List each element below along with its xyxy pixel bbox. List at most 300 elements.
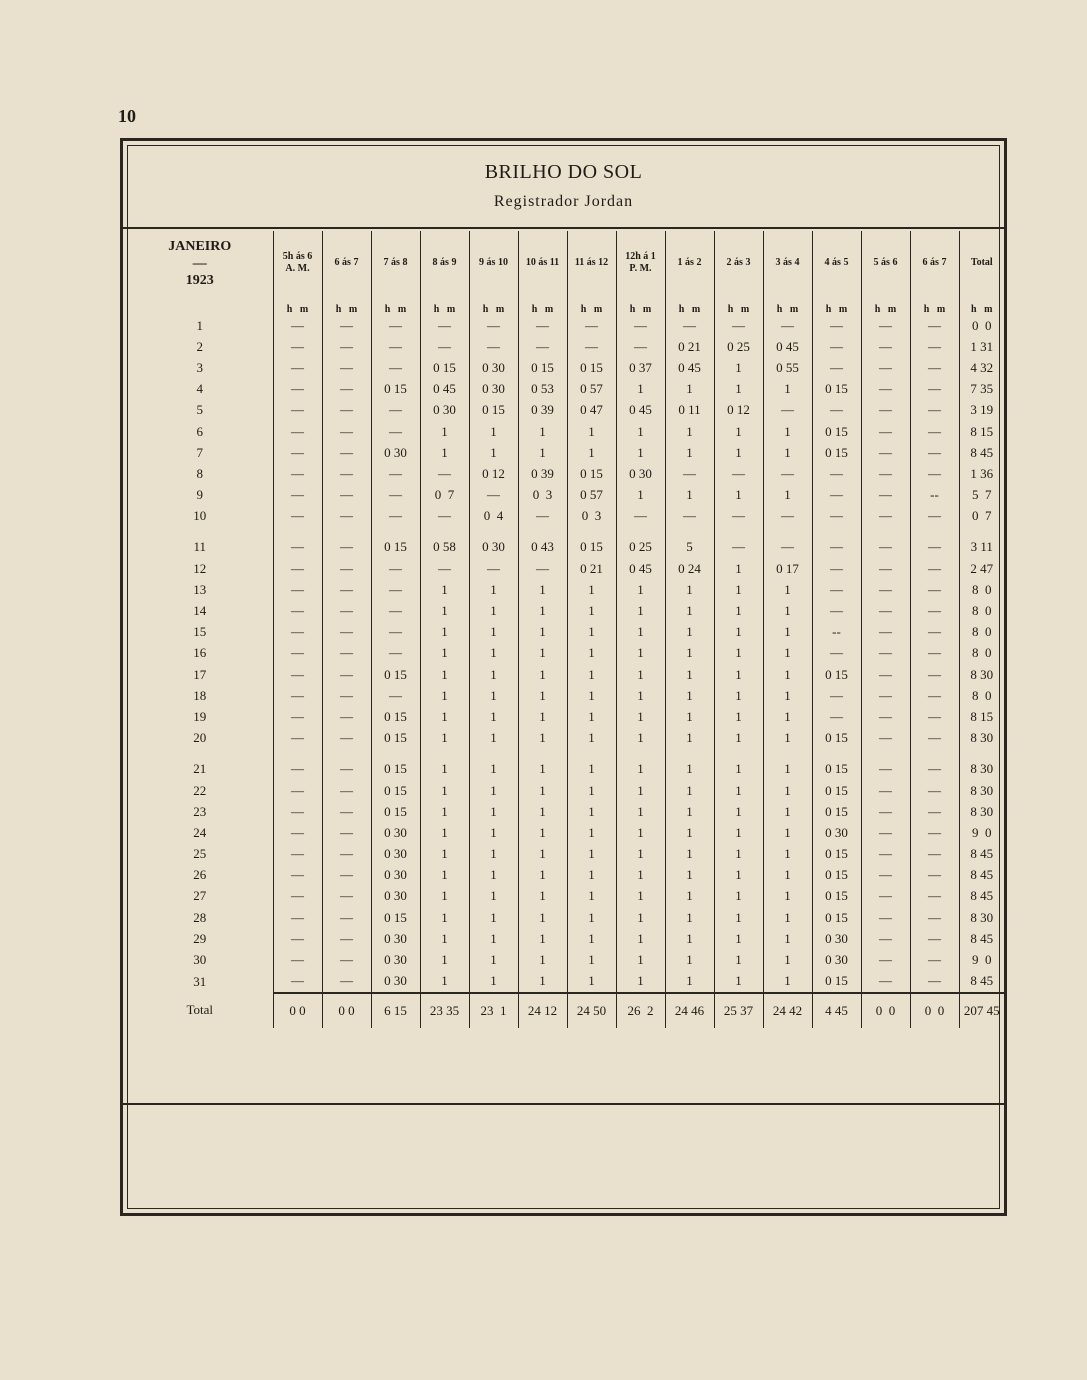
unit-label: h m xyxy=(273,295,322,315)
table-cell: 1 xyxy=(714,643,763,664)
column-header-label: Total xyxy=(970,257,993,268)
total-cell: 24 12 xyxy=(518,993,567,1028)
table-cell: 0 30 xyxy=(371,442,420,463)
table-cell: 1 xyxy=(469,622,518,643)
table-cell: — xyxy=(812,579,861,600)
table-row xyxy=(127,379,1004,400)
table-cell: — xyxy=(910,706,959,727)
row-gap xyxy=(273,527,322,537)
table-cell: 0 15 xyxy=(812,728,861,749)
day-number: 16 xyxy=(193,645,207,661)
table-cell: — xyxy=(322,780,371,801)
unit-label: h m xyxy=(763,295,812,315)
table-cell: 1 xyxy=(714,442,763,463)
table-cell: 0 30 xyxy=(812,949,861,970)
table-cell: — xyxy=(420,463,469,484)
table-cell: 1 xyxy=(420,622,469,643)
table-row xyxy=(127,971,1004,993)
table-cell: 1 xyxy=(518,579,567,600)
unit-label: h m xyxy=(910,295,959,315)
table-cell: — xyxy=(861,685,910,706)
table-cell: 1 xyxy=(469,664,518,685)
table-row xyxy=(127,949,1004,970)
table-cell: 1 xyxy=(763,643,812,664)
table-cell: — xyxy=(322,600,371,621)
table-cell: — xyxy=(273,558,322,579)
table-cell: — xyxy=(910,400,959,421)
table-cell: 1 xyxy=(665,622,714,643)
table-cell: — xyxy=(861,622,910,643)
table-cell: 1 xyxy=(567,706,616,727)
table-cell: -- xyxy=(812,622,861,643)
table-cell: 0 57 xyxy=(567,379,616,400)
row-gap xyxy=(910,527,959,537)
table-cell: 1 xyxy=(763,706,812,727)
table-cell: — xyxy=(273,379,322,400)
table-cell: 1 xyxy=(469,442,518,463)
table-cell: 1 xyxy=(714,485,763,506)
table-cell: 0 37 xyxy=(616,357,665,378)
table-row xyxy=(127,886,1004,907)
table-cell: 1 xyxy=(763,844,812,865)
table-cell: — xyxy=(371,600,420,621)
table-cell: — xyxy=(861,844,910,865)
table-cell: 1 xyxy=(420,421,469,442)
table-cell: 1 xyxy=(616,685,665,706)
table-cell: — xyxy=(812,485,861,506)
column-header-label: 10 ás 11 xyxy=(525,257,560,268)
table-cell: 1 xyxy=(518,706,567,727)
table-cell: — xyxy=(322,537,371,558)
table-cell: 1 xyxy=(420,822,469,843)
table-cell: 1 xyxy=(714,357,763,378)
table-cell: — xyxy=(714,315,763,336)
table-cell: — xyxy=(322,506,371,527)
table-cell: 1 xyxy=(616,780,665,801)
table-cell: 1 xyxy=(518,822,567,843)
table-cell: — xyxy=(273,357,322,378)
totals-label: Total xyxy=(186,1002,214,1018)
table-cell: 1 xyxy=(518,865,567,886)
table-cell: 1 xyxy=(665,643,714,664)
table-cell: 1 xyxy=(665,822,714,843)
table-cell: — xyxy=(371,336,420,357)
table-cell: 0 30 xyxy=(469,357,518,378)
table-cell: 1 xyxy=(763,664,812,685)
column-header xyxy=(273,231,322,295)
table-cell: — xyxy=(665,506,714,527)
table-cell: — xyxy=(861,579,910,600)
table-cell: — xyxy=(910,685,959,706)
total-cell: 25 37 xyxy=(714,993,763,1028)
table-cell: — xyxy=(861,643,910,664)
table-cell: — xyxy=(322,558,371,579)
table-cell: — xyxy=(567,336,616,357)
table-cell: 0 30 xyxy=(469,379,518,400)
table-cell: 0 12 xyxy=(714,400,763,421)
table-cell: — xyxy=(910,643,959,664)
table-row xyxy=(127,907,1004,928)
unit-label: h m xyxy=(469,295,518,315)
table-cell: — xyxy=(322,685,371,706)
table-cell: — xyxy=(861,759,910,780)
month-name: JANEIRO xyxy=(168,238,232,254)
day-number: 10 xyxy=(193,508,207,524)
row-gap xyxy=(371,527,420,537)
table-cell: 1 xyxy=(763,685,812,706)
row-total-cell: 8 30 xyxy=(959,780,1004,801)
day-number: 13 xyxy=(193,581,207,597)
row-total-cell: 8 45 xyxy=(959,442,1004,463)
column-header xyxy=(861,231,910,295)
table-cell: 1 xyxy=(616,928,665,949)
table-cell: 1 xyxy=(469,643,518,664)
table-cell: 0 24 xyxy=(665,558,714,579)
table-cell: 0 15 xyxy=(812,865,861,886)
table-cell: 1 xyxy=(469,579,518,600)
table-row xyxy=(127,558,1004,579)
table-cell: — xyxy=(273,886,322,907)
day-number: 30 xyxy=(193,952,207,968)
row-total-cell: 8 0 xyxy=(959,600,1004,621)
table-cell: — xyxy=(273,971,322,993)
row-total-cell: 8 45 xyxy=(959,971,1004,993)
unit-label: h m xyxy=(420,295,469,315)
table-cell: — xyxy=(322,907,371,928)
table-cell: — xyxy=(861,928,910,949)
table-cell: 1 xyxy=(714,801,763,822)
table-cell: 1 xyxy=(665,928,714,949)
table-cell: — xyxy=(273,506,322,527)
page-number: 10 xyxy=(118,106,136,126)
table-cell: — xyxy=(518,506,567,527)
table-cell: 0 11 xyxy=(665,400,714,421)
table-cell: 1 xyxy=(714,558,763,579)
table-cell: 1 xyxy=(763,801,812,822)
row-total-cell: 3 19 xyxy=(959,400,1004,421)
table-cell: — xyxy=(273,400,322,421)
table-cell: 1 xyxy=(616,949,665,970)
table-cell: 1 xyxy=(518,801,567,822)
day-number: 24 xyxy=(193,824,207,840)
table-cell: — xyxy=(812,506,861,527)
table-cell: — xyxy=(469,558,518,579)
table-cell: 1 xyxy=(616,600,665,621)
table-cell: 0 57 xyxy=(567,485,616,506)
total-cell: 24 50 xyxy=(567,993,616,1028)
row-total-cell: 0 7 xyxy=(959,506,1004,527)
table-cell: — xyxy=(665,463,714,484)
table-cell: — xyxy=(322,728,371,749)
table-cell: 1 xyxy=(567,579,616,600)
table-cell: — xyxy=(812,685,861,706)
table-cell: — xyxy=(273,537,322,558)
table-cell: 1 xyxy=(763,928,812,949)
table-cell: — xyxy=(910,315,959,336)
table-cell: — xyxy=(910,664,959,685)
table-cell: 0 30 xyxy=(469,537,518,558)
column-header-label: 8 ás 9 xyxy=(432,257,457,268)
unit-label: h m xyxy=(959,295,1004,315)
table-cell: — xyxy=(910,822,959,843)
table-row xyxy=(127,801,1004,822)
sunshine-table-frame xyxy=(120,138,1007,1216)
table-cell: 1 xyxy=(518,664,567,685)
table-cell: 0 17 xyxy=(763,558,812,579)
table-cell: — xyxy=(322,400,371,421)
table-cell: 0 43 xyxy=(518,537,567,558)
column-header xyxy=(910,231,959,295)
units-spacer xyxy=(127,295,273,315)
table-cell: — xyxy=(322,865,371,886)
table-cell: 1 xyxy=(763,442,812,463)
table-cell: 0 45 xyxy=(616,558,665,579)
table-cell: 1 xyxy=(567,759,616,780)
table-cell: 1 xyxy=(518,928,567,949)
table-row xyxy=(127,865,1004,886)
table-cell: — xyxy=(371,357,420,378)
day-number: 5 xyxy=(196,402,203,418)
table-cell: — xyxy=(567,315,616,336)
day-number: 2 xyxy=(196,338,203,354)
table-cell: 0 3 xyxy=(567,506,616,527)
table-cell: — xyxy=(910,907,959,928)
table-cell: 1 xyxy=(567,949,616,970)
table-cell: 0 15 xyxy=(371,706,420,727)
table-cell: — xyxy=(861,822,910,843)
table-cell: 0 39 xyxy=(518,400,567,421)
table-cell: — xyxy=(273,600,322,621)
unit-label: h m xyxy=(861,295,910,315)
table-cell: — xyxy=(371,685,420,706)
table-cell: 1 xyxy=(616,579,665,600)
column-header xyxy=(714,231,763,295)
table-cell: 1 xyxy=(665,706,714,727)
row-total-cell: 5 7 xyxy=(959,485,1004,506)
row-gap xyxy=(567,527,616,537)
table-cell: — xyxy=(273,622,322,643)
table-cell: 1 xyxy=(567,928,616,949)
row-gap xyxy=(322,749,371,759)
table-cell: 1 xyxy=(420,949,469,970)
table-cell: — xyxy=(322,463,371,484)
row-gap xyxy=(959,749,1004,759)
table-cell: 1 xyxy=(763,421,812,442)
table-cell: 0 15 xyxy=(371,801,420,822)
table-cell: 0 21 xyxy=(567,558,616,579)
table-cell: — xyxy=(861,600,910,621)
row-gap xyxy=(518,527,567,537)
table-cell: — xyxy=(910,886,959,907)
table-cell: — xyxy=(322,664,371,685)
table-cell: — xyxy=(273,907,322,928)
table-cell: — xyxy=(322,357,371,378)
month-dash: — xyxy=(192,255,207,271)
table-cell: — xyxy=(861,907,910,928)
row-total-cell: 8 30 xyxy=(959,728,1004,749)
table-row xyxy=(127,357,1004,378)
table-cell: — xyxy=(910,463,959,484)
row-total-cell: 8 45 xyxy=(959,844,1004,865)
total-cell: 207 45 xyxy=(959,993,1004,1028)
table-cell: 1 xyxy=(420,728,469,749)
table-cell: 0 15 xyxy=(371,537,420,558)
table-cell: 1 xyxy=(567,600,616,621)
table-cell: 1 xyxy=(616,822,665,843)
table-row xyxy=(127,685,1004,706)
table-cell: 1 xyxy=(420,643,469,664)
column-header-label: 2 ás 3 xyxy=(726,257,751,268)
column-header-label: 1 ás 2 xyxy=(677,257,702,268)
table-cell: 1 xyxy=(714,822,763,843)
table-cell: 0 30 xyxy=(616,463,665,484)
table-cell: — xyxy=(910,442,959,463)
table-cell: — xyxy=(273,928,322,949)
table-cell: 1 xyxy=(714,844,763,865)
table-cell: 1 xyxy=(518,685,567,706)
table-cell: — xyxy=(861,728,910,749)
table-cell: — xyxy=(812,463,861,484)
table-cell: 1 xyxy=(469,780,518,801)
table-cell: 1 xyxy=(469,600,518,621)
total-cell: 0 0 xyxy=(910,993,959,1028)
table-cell: 1 xyxy=(714,622,763,643)
table-cell: 1 xyxy=(567,622,616,643)
table-cell: — xyxy=(861,706,910,727)
table-cell: 0 25 xyxy=(714,336,763,357)
table-cell: — xyxy=(763,400,812,421)
table-cell: — xyxy=(910,759,959,780)
row-gap xyxy=(959,527,1004,537)
table-cell: 1 xyxy=(616,706,665,727)
total-cell: 0 0 xyxy=(273,993,322,1028)
table-cell: 1 xyxy=(665,379,714,400)
row-total-cell: 8 0 xyxy=(959,579,1004,600)
total-cell: 0 0 xyxy=(861,993,910,1028)
table-cell: 0 15 xyxy=(812,421,861,442)
table-cell: 1 xyxy=(714,928,763,949)
table-cell: 1 xyxy=(469,421,518,442)
table-row xyxy=(127,706,1004,727)
table-cell: 1 xyxy=(763,728,812,749)
table-cell: — xyxy=(322,844,371,865)
table-row xyxy=(127,928,1004,949)
row-gap xyxy=(812,749,861,759)
table-cell: — xyxy=(714,537,763,558)
table-cell: — xyxy=(273,844,322,865)
table-cell: 1 xyxy=(567,844,616,865)
table-cell: 1 xyxy=(763,759,812,780)
table-cell: 1 xyxy=(714,685,763,706)
table-cell: — xyxy=(273,949,322,970)
table-cell: -- xyxy=(910,485,959,506)
table-cell: 1 xyxy=(518,780,567,801)
table-row xyxy=(127,643,1004,664)
table-subtitle: Registrador Jordan xyxy=(493,193,634,210)
day-number: 23 xyxy=(193,803,207,819)
table-row xyxy=(127,844,1004,865)
table-cell: 1 xyxy=(714,886,763,907)
table-title: BRILHO DO SOL xyxy=(484,161,643,183)
unit-label: h m xyxy=(567,295,616,315)
table-cell: — xyxy=(910,336,959,357)
table-cell: 0 30 xyxy=(371,928,420,949)
table-cell: 0 30 xyxy=(812,822,861,843)
table-row xyxy=(127,421,1004,442)
table-cell: — xyxy=(910,971,959,993)
table-cell: — xyxy=(763,463,812,484)
day-number: 31 xyxy=(193,973,207,989)
table-cell: — xyxy=(420,336,469,357)
table-cell: 1 xyxy=(665,421,714,442)
table-cell: — xyxy=(371,558,420,579)
table-cell: 1 xyxy=(616,622,665,643)
table-cell: 1 xyxy=(469,801,518,822)
table-cell: 0 45 xyxy=(616,400,665,421)
table-cell: 1 xyxy=(665,442,714,463)
column-header xyxy=(665,231,714,295)
table-cell: 1 xyxy=(469,886,518,907)
table-cell: — xyxy=(910,379,959,400)
table-cell: 0 15 xyxy=(812,971,861,993)
table-cell: 0 3 xyxy=(518,485,567,506)
table-cell: — xyxy=(273,579,322,600)
table-cell: — xyxy=(371,506,420,527)
day-number: 27 xyxy=(193,888,207,904)
column-header-label: 11 ás 12 xyxy=(574,257,609,268)
table-cell: 1 xyxy=(567,685,616,706)
column-header xyxy=(469,231,518,295)
table-cell: 1 xyxy=(518,442,567,463)
day-number: 29 xyxy=(193,930,207,946)
table-cell: — xyxy=(616,506,665,527)
table-cell: 0 15 xyxy=(812,886,861,907)
column-header-label: 12h á 1 xyxy=(625,251,656,262)
table-cell: 1 xyxy=(763,485,812,506)
table-cell: — xyxy=(371,463,420,484)
row-gap xyxy=(763,527,812,537)
table-cell: 1 xyxy=(567,780,616,801)
table-cell: — xyxy=(273,463,322,484)
table-cell: — xyxy=(322,971,371,993)
table-cell: 1 xyxy=(665,600,714,621)
table-cell: — xyxy=(322,801,371,822)
table-cell: — xyxy=(910,801,959,822)
table-cell: — xyxy=(273,728,322,749)
table-cell: 1 xyxy=(763,886,812,907)
table-cell: — xyxy=(665,315,714,336)
table-cell: 1 xyxy=(567,822,616,843)
row-gap xyxy=(127,527,273,537)
table-cell: 0 30 xyxy=(371,865,420,886)
unit-label: h m xyxy=(322,295,371,315)
table-cell: 1 xyxy=(567,886,616,907)
table-cell: 1 xyxy=(469,844,518,865)
table-cell: — xyxy=(518,558,567,579)
table-cell: 0 15 xyxy=(812,801,861,822)
table-cell: 0 55 xyxy=(763,357,812,378)
table-cell: — xyxy=(812,600,861,621)
table-cell: — xyxy=(812,315,861,336)
table-cell: — xyxy=(322,759,371,780)
table-cell: — xyxy=(518,315,567,336)
row-total-cell: 8 30 xyxy=(959,907,1004,928)
table-cell: 1 xyxy=(763,622,812,643)
table-cell: — xyxy=(861,463,910,484)
column-header xyxy=(812,231,861,295)
table-cell: — xyxy=(861,336,910,357)
table-cell: — xyxy=(518,336,567,357)
